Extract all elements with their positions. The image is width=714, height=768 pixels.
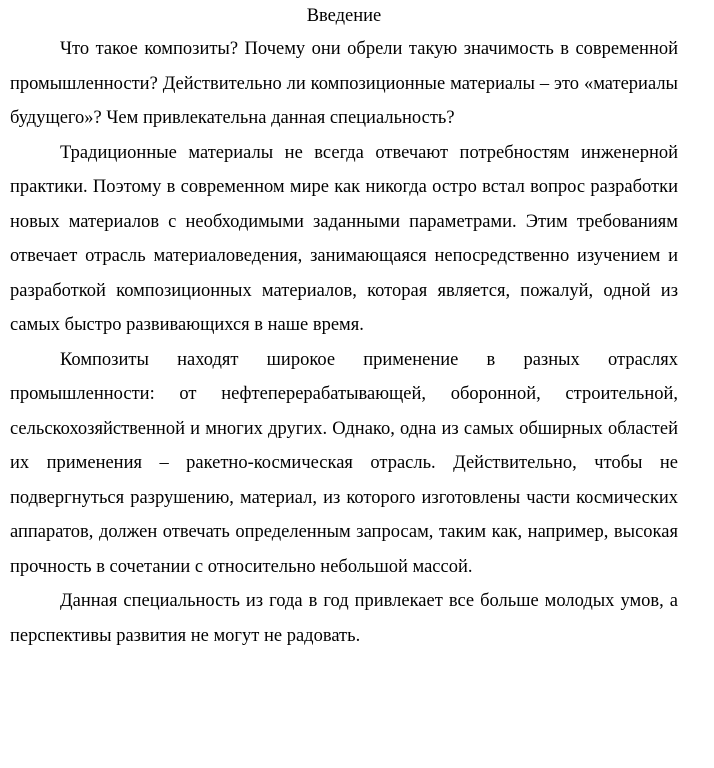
paragraph-4: Данная специальность из года в год привлекает все больше молодых умов, а перспективы развития не могут не радовать. (10, 591, 678, 646)
paragraph-1: Что такое композиты? Почему они обрели такую значимость в современной промышленности? Действительно ли композиционные материалы – это «материалы будущего»? Чем привлекательна данная специальность? (10, 39, 678, 128)
document-page (10, 0, 678, 653)
paragraph-2: Традиционные материалы не всегда отвечают потребностям инженерной практики. Поэтому в современном мире как никогда остро встал вопрос разработки новых материалов с необходимыми заданными параметрами. Этим требованиям отвечает отрасль материаловедения, занимающаяся непосредственно изучением и разработкой композиционных материалов, которая является, пожалуй, одной из самых быстро развивающихся в наше время. (10, 142, 678, 335)
page-title: Введение (306, 6, 382, 26)
paragraph-3: Композиты находят широкое применение в разных отраслях промышленности: от нефтеперерабатывающей, оборонной, строительной, сельскохозяйственной и многих других. Однако, одна из самых обширных областей их применения – ракетно-космическая отрасль. Действительно, чтобы не подвергнуться разрушению, материал, из которого изготовлены части космических аппаратов, должен отвечать определенным запросам, таким как, например, высокая прочность в сочетании с относительно небольшой массой. (10, 349, 678, 577)
